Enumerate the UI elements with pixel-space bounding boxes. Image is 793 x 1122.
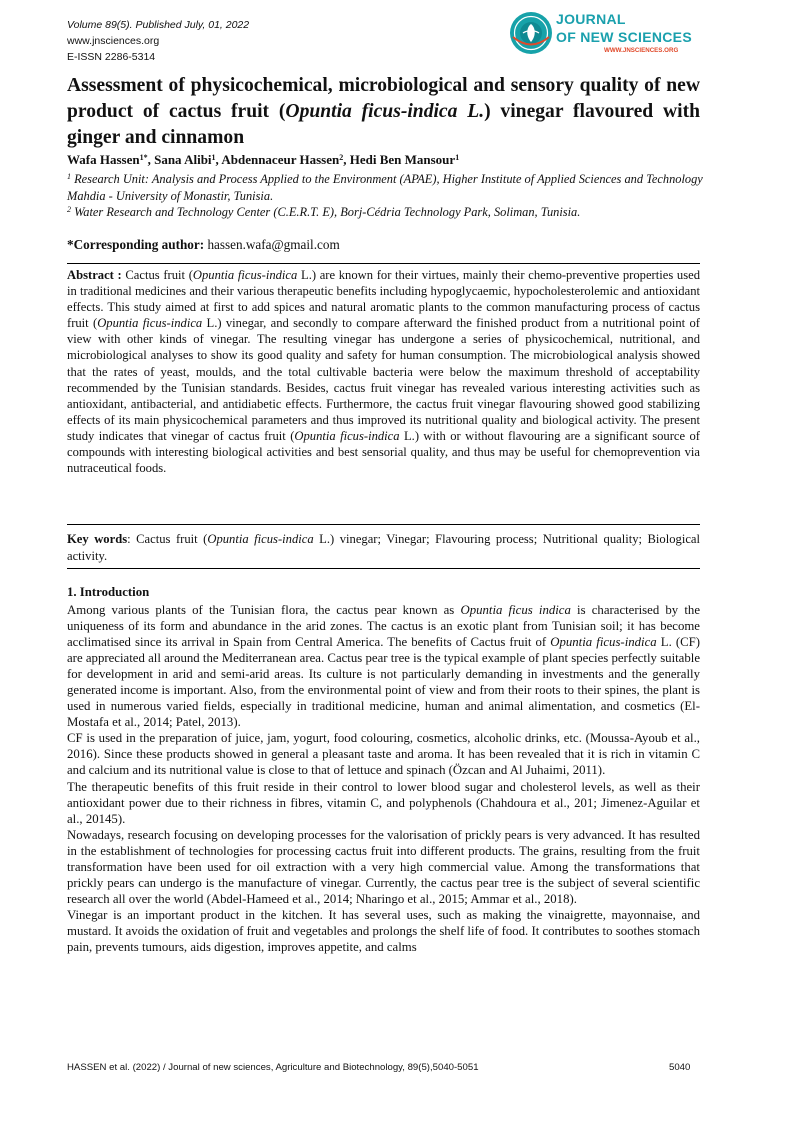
author-separator: , bbox=[215, 152, 222, 167]
author-affiliation-mark: 1 bbox=[455, 153, 460, 162]
title-species: Opuntia ficus-indica L. bbox=[285, 101, 485, 122]
affiliation-2 bbox=[67, 204, 707, 221]
abstract-text: L.) are known for their virtues, mainly their chemo-preventive properties used in traditional medicines and their various therapeutic benefits including hypoglycaemic, hypocholesterolemic and antioxidant effects. This study aimed at first to add spices and natural aromatic plants to the common manufacturing process of cactus fruit ( bbox=[67, 268, 700, 331]
journal-header-meta bbox=[67, 17, 249, 65]
author-name: Hedi Ben Mansour bbox=[349, 152, 456, 167]
author-name: Abdennaceur Hassen bbox=[221, 152, 340, 167]
abstract-top-rule bbox=[67, 263, 700, 264]
paragraph-text: is characterised by the uniqueness of its form and abundance in the arid zones. The cactus is an exotic plant from Tunisian soil; it has become acclimatised since its arrival in Spain from Central America. The benefits of Cactus fruit of bbox=[67, 603, 700, 650]
keywords-bottom-rule bbox=[67, 568, 700, 569]
abstract-species: Opuntia ficus-indica bbox=[294, 428, 400, 443]
author-list bbox=[67, 152, 459, 168]
issn-line: E-ISSN 2286-5314 bbox=[67, 51, 156, 63]
author-separator: , bbox=[343, 152, 350, 167]
corresponding-author bbox=[67, 237, 340, 253]
journal-logo bbox=[508, 10, 703, 60]
intro-paragraph bbox=[67, 602, 700, 730]
affiliation-number: 2 bbox=[67, 205, 71, 214]
section-heading-introduction: 1. Introduction bbox=[67, 585, 150, 599]
paragraph-text: L. (CF) are appreciated all around the Mediterranean area. Cactus pear tree is the typical example of plant species perfectly suitable for development in arid and semi-arid areas. Its culture is not particularly demanding in investments and the generally generated income is important. Also, from the environmental point of view and from their roots to their spines, the plant is used in numerous varied fields, especially in traditional medicine, human and animal alimentation, and cosmetics (El-Mostafa et al., 2014; Patel, 2013). bbox=[67, 635, 701, 730]
paper-title bbox=[67, 73, 700, 151]
volume-line: Volume 89(5). Published July, 01, 2022 bbox=[67, 19, 250, 31]
abstract-bottom-rule bbox=[67, 524, 700, 525]
keywords-text: L.) vinegar; Vinegar; Flavouring process; Nutritional quality; Biological activity. bbox=[67, 532, 701, 563]
intro-paragraph: The therapeutic benefits of this fruit reside in their control to lower blood sugar and cholesterol levels, as well as their antioxidant power due to their richness in fibres, vitamin C, and polyphenols (Chahdoura et al., 201; Jimenez-Aguilar et al., 20145). bbox=[67, 779, 700, 826]
keywords-label: Key words bbox=[67, 532, 128, 546]
abstract-species: Opuntia ficus-indica bbox=[192, 268, 298, 282]
affiliation-text: Research Unit: Analysis and Process Applied to the Environment (APAE), Higher Institute of Applied Sciences and Technology Mahdia - University of Monastir, Tunisia. bbox=[67, 172, 703, 203]
author-name: Sana Alibi bbox=[154, 152, 212, 167]
author-affiliation-mark: 1 bbox=[211, 153, 216, 162]
keywords-species: Opuntia ficus-indica bbox=[207, 532, 314, 546]
abstract-text: L.) with or without flavouring are a significant source of compounds with interesting biological activities and best sensorial quality, and thus may be useful for chemoprevention via nutraceutical foods. bbox=[67, 428, 700, 476]
abstract-species: Opuntia ficus-indica bbox=[97, 316, 203, 331]
author-affiliation-mark: 2 bbox=[339, 153, 344, 162]
abstract bbox=[67, 267, 700, 476]
author-separator: , bbox=[147, 152, 155, 167]
logo-url: WWW.JNSCIENCES.ORG bbox=[604, 47, 679, 54]
abstract-text: L.) vinegar, and secondly to compare afterward the finished product from a nutritional point of view with other kinds of vinegar. The resulting vinegar has undergone a series of physicochemical, nutritional, and microbiological analyses to show its good quality and safety for human consumption. The microbiological analysis showed that the rates of yeast, moulds, and the total cultivable bacteria were below the maximum threshold of acceptability recommended by the Tunisian standards. Besides, cactus fruit vinegar has revealed various interesting activities such as antioxidant, antibacterial, and antidiabetic effects. Furthermore, the cactus fruit vinegar flavouring showed good stabilizing effects of its main physicochemical parameters and thus improved its nutritional quality and biological activity. The present study indicates that vinegar of cactus fruit ( bbox=[67, 316, 700, 443]
intro-paragraph: Vinegar is an important product in the kitchen. It has several uses, such as making the vinaigrette, mayonnaise, and mustard. It avoids the oxidation of fruit and vegetables and prolongs the shelf life of food. It contributes to soothes stomach pain, prevents tumours, aids digestion, improves appetite, and calms bbox=[67, 907, 700, 954]
affiliation-1 bbox=[67, 171, 707, 204]
corresponding-author-label: *Corresponding author: bbox=[67, 237, 205, 252]
keywords-text: : Cactus fruit ( bbox=[127, 532, 208, 546]
species-name: Opuntia ficus indica bbox=[460, 603, 571, 617]
page-number: 5040 bbox=[669, 1062, 691, 1073]
corresponding-author-email: hassen.wafa@gmail.com bbox=[204, 237, 340, 252]
affiliation-number: 1 bbox=[67, 172, 71, 181]
abstract-text: Cactus fruit ( bbox=[121, 268, 193, 282]
affiliation-text: Water Research and Technology Center (C.E.R.T. E), Borj-Cédria Technology Park, Soliman, Tunisia. bbox=[71, 205, 581, 219]
author-name: Wafa Hassen bbox=[67, 152, 140, 167]
footer-citation: HASSEN et al. (2022) / Journal of new sciences, Agriculture and Biotechnology, 89(5),5040-5051 bbox=[67, 1062, 479, 1073]
keywords bbox=[67, 531, 700, 564]
logo-line-1: JOURNAL bbox=[556, 11, 626, 27]
species-name: Opuntia ficus-indica bbox=[550, 635, 657, 650]
logo-line-2: OF NEW SCIENCES bbox=[556, 29, 692, 45]
author-affiliation-mark: 1* bbox=[139, 153, 148, 162]
journal-seal-icon bbox=[508, 10, 554, 56]
abstract-label: Abstract : bbox=[67, 268, 122, 282]
intro-paragraph: Nowadays, research focusing on developing processes for the valorisation of prickly pears is very advanced. It has resulted in the establishment of technologies for processing cactus fruit into different products. The grains, resulting from the fruit transformation have been used for oil extraction with a very high commercial value. Among the transformations that prickly pears can undergo is the manufacture of vinegar. Currently, the cactus pear tree is the subject of several scientific research all over the world (Abdel-Hameed et al., 2014; Nharingo et al., 2015; Ammar et al., 2018). bbox=[67, 827, 700, 906]
introduction-body bbox=[67, 602, 700, 955]
journal-website: www.jnsciences.org bbox=[67, 35, 160, 47]
title-part-2: ) vinegar flavoured with ginger and cinnamon bbox=[67, 101, 701, 148]
intro-paragraph: CF is used in the preparation of juice, jam, yogurt, food colouring, cosmetics, alcoholic drinks, etc. (Moussa-Ayoub et al., 2016). Since these products showed in general a pleasant taste and aroma. It has been revealed that it is rich in vitamin C and calcium and its nutritional value is close to that of lettuce and spinach (Özcan and Al Juhaimi, 2011). bbox=[67, 731, 700, 778]
paragraph-text: Among various plants of the Tunisian flora, the cactus pear known as bbox=[67, 603, 461, 617]
title-part-1: Assessment of physicochemical, microbiological and sensory quality of new product of cactus fruit ( bbox=[67, 75, 700, 122]
